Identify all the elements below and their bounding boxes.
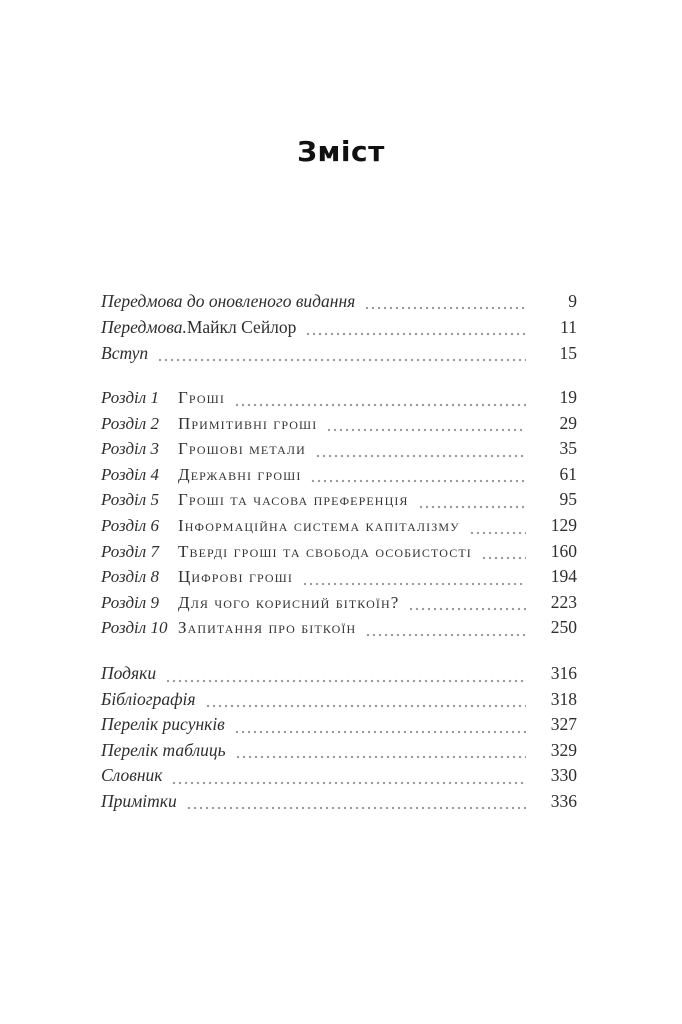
toc-entry-chapter xyxy=(101,487,577,513)
page-number: 15 xyxy=(559,343,577,363)
toc-entry xyxy=(101,340,577,366)
toc-back-matter xyxy=(101,661,577,814)
chapter-label: Розділ 8 xyxy=(101,567,159,587)
dot-leader xyxy=(326,428,526,432)
toc-entry xyxy=(101,738,577,764)
dot-leader xyxy=(235,755,526,759)
entry-title: Словник xyxy=(101,765,163,785)
toc-entry-chapter xyxy=(101,462,577,488)
entry-title: Примітки xyxy=(101,790,177,811)
dot-leader xyxy=(364,306,526,310)
dot-leader xyxy=(481,556,526,560)
chapter-title: Тверді гроші та свобода особистості xyxy=(178,541,472,561)
page-number: 35 xyxy=(559,438,577,459)
page-number: 19 xyxy=(559,387,577,407)
page-number: 250 xyxy=(550,617,577,638)
chapter-title: Запитання про біткоїн xyxy=(178,618,357,638)
dot-leader xyxy=(408,607,526,611)
toc-entry-chapter xyxy=(101,411,577,437)
chapter-label: Розділ 2 xyxy=(101,413,159,433)
chapter-label: Розділ 1 xyxy=(101,388,159,407)
chapter-title: Цифрові гроші xyxy=(178,567,293,587)
page-number: 327 xyxy=(550,714,577,734)
chapter-label: Розділ 4 xyxy=(101,464,159,484)
chapter-title: Інформаційна система капіталізму xyxy=(178,515,460,535)
dot-leader xyxy=(205,704,526,708)
entry-title: Вступ xyxy=(101,343,149,363)
dot-leader xyxy=(171,781,526,785)
page-number: 329 xyxy=(550,739,577,760)
chapter-label: Розділ 7 xyxy=(101,541,159,561)
page-number: 194 xyxy=(550,566,577,587)
entry-title-regular: Майкл Сейлор xyxy=(186,317,297,337)
page-number: 336 xyxy=(550,790,577,811)
dot-leader xyxy=(234,403,526,407)
dot-leader xyxy=(315,454,526,458)
entry-title-italic: Передмова. xyxy=(101,317,187,337)
toc-entry xyxy=(101,661,577,687)
chapter-label: Розділ 3 xyxy=(101,439,159,459)
chapter-label: Розділ 10 xyxy=(101,618,168,638)
toc-entry-chapter xyxy=(101,385,577,411)
dot-leader xyxy=(234,730,526,734)
toc-entry-chapter xyxy=(101,590,577,616)
dot-leader xyxy=(165,679,526,683)
toc-entry xyxy=(101,314,577,340)
chapter-label: Розділ 5 xyxy=(101,490,159,510)
toc-entry xyxy=(101,712,577,738)
page-number: 318 xyxy=(550,688,577,709)
page-title: Зміст xyxy=(297,135,385,168)
chapter-title: Гроші та часова преференція xyxy=(178,490,409,510)
toc-entry-chapter xyxy=(101,513,577,539)
page-number: 61 xyxy=(559,463,577,484)
dot-leader xyxy=(157,358,526,362)
chapter-title: Гроші xyxy=(178,388,225,407)
entry-title: Перелік таблиць xyxy=(101,739,226,760)
entry-title: Передмова до оновленого видання xyxy=(101,291,356,311)
entry-title: Бібліографія xyxy=(101,688,196,709)
toc-entry xyxy=(101,687,577,713)
chapter-title: Грошові метали xyxy=(178,439,306,459)
chapter-title: Державні гроші xyxy=(178,464,302,484)
chapter-label: Розділ 9 xyxy=(101,592,159,612)
page-number: 29 xyxy=(559,412,577,433)
toc-chapters xyxy=(101,385,577,641)
dot-leader xyxy=(302,582,526,586)
toc-entry-chapter xyxy=(101,436,577,462)
toc-entry-chapter xyxy=(101,564,577,590)
entry-title: Подяки xyxy=(101,663,157,683)
chapter-label: Розділ 6 xyxy=(101,515,159,535)
page-number: 223 xyxy=(550,591,577,612)
page-number: 330 xyxy=(550,765,577,785)
page-number: 160 xyxy=(550,540,577,561)
toc-entry xyxy=(101,763,577,789)
dot-leader xyxy=(310,479,526,483)
dot-leader xyxy=(305,332,526,336)
page-number: 316 xyxy=(550,663,577,683)
toc-entry xyxy=(101,288,577,314)
dot-leader xyxy=(186,806,526,810)
page-number: 129 xyxy=(550,514,577,535)
toc-entry xyxy=(101,789,577,815)
toc-entry-chapter xyxy=(101,615,577,641)
page-number: 11 xyxy=(560,317,577,337)
toc-front-matter xyxy=(101,288,577,366)
toc-entry-chapter xyxy=(101,539,577,565)
page-number: 95 xyxy=(559,489,577,510)
entry-title: Перелік рисунків xyxy=(101,714,225,734)
chapter-title: Для чого корисний біткоїн? xyxy=(178,592,400,612)
dot-leader xyxy=(469,531,526,535)
page-number: 9 xyxy=(568,291,577,311)
dot-leader xyxy=(365,633,526,637)
chapter-title: Примітивні гроші xyxy=(178,413,318,433)
dot-leader xyxy=(418,505,526,509)
